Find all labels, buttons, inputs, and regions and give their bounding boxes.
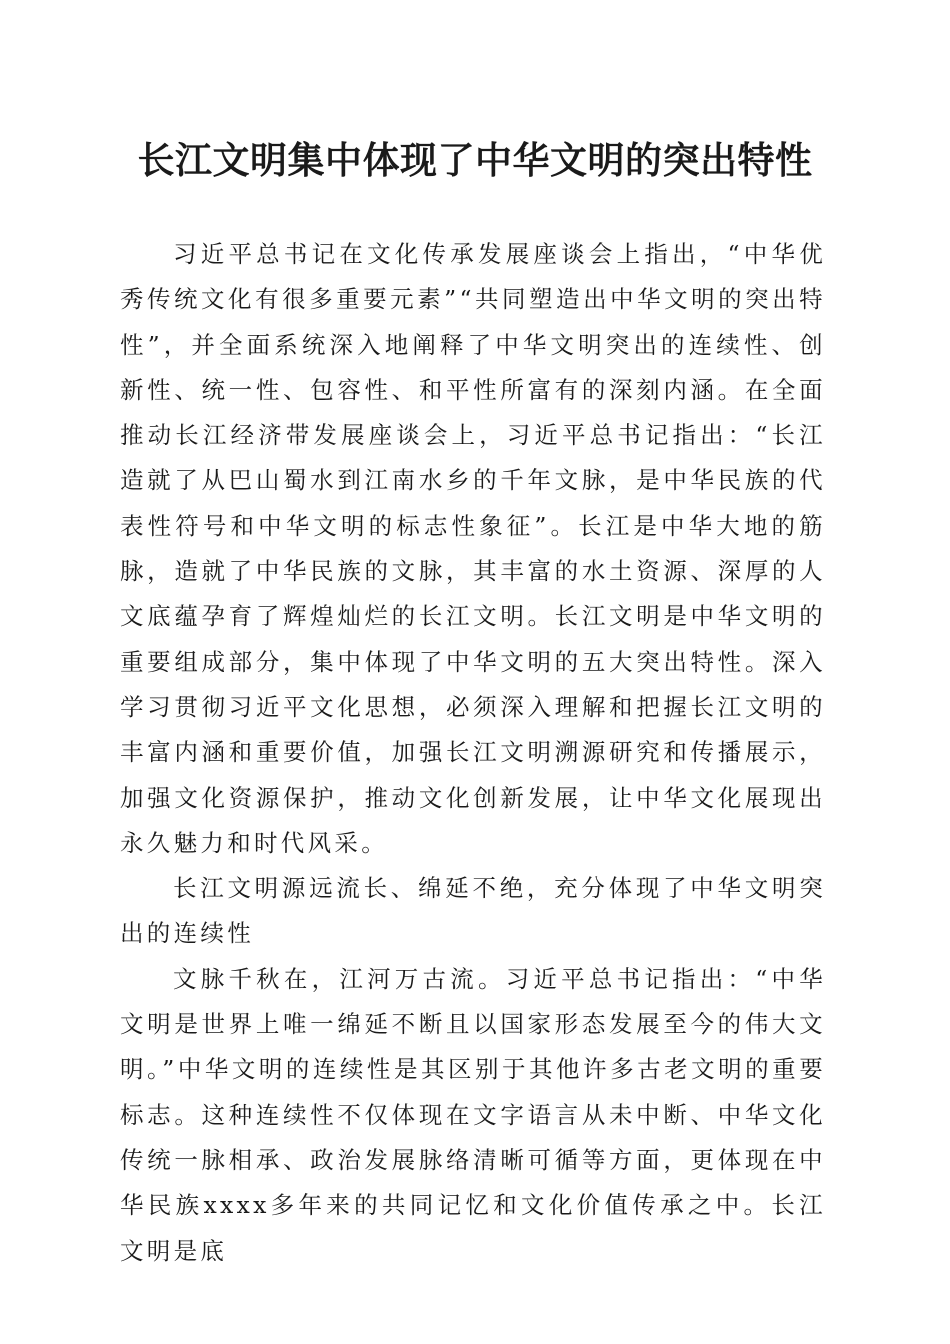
paragraph-continuity: 文脉千秋在，江河万古流。习近平总书记指出：“中华文明是世界上唯一绵延不断且以国家形态发展至今的伟大文明。”中华文明的连续性是其区别于其他许多古老文明的重要标志。这种连续性不仅体现在文字语言从未中断、中华文化传统一脉相承、政治发展脉络清晰可循等方面，更体现在中华民族xxxx多年来的共同记忆和文化价值传承之中。长江文明是底 (120, 964, 826, 1265)
document-body (120, 232, 826, 1274)
document-title: 长江文明集中体现了中华文明的突出特性 (137, 138, 813, 182)
paragraph-section-heading: 长江文明源远流长、绵延不绝，充分体现了中华文明突出的连续性 (120, 874, 826, 948)
paragraph-intro: 习近平总书记在文化传承发展座谈会上指出，“中华优秀传统文化有很多重要元素”“共同塑造出中华文明的突出特性”，并全面系统深入地阐释了中华文明突出的连续性、创新性、统一性、包容性、和平性所富有的深刻内涵。在全面推动长江经济带发展座谈会上，习近平总书记指出：“长江造就了从巴山蜀水到江南水乡的千年文脉，是中华民族的代表性符号和中华文明的标志性象征”。长江是中华大地的筋脉，造就了中华民族的文脉，其丰富的水土资源、深厚的人文底蕴孕育了辉煌灿烂的长江文明。长江文明是中华文明的重要组成部分，集中体现了中华文明的五大突出特性。深入学习贯彻习近平文化思想，必须深入理解和把握长江文明的丰富内涵和重要价值，加强长江文明溯源研究和传播展示，加强文化资源保护，推动文化创新发展，让中华文化展现出永久魅力和时代风采。 (120, 240, 826, 857)
